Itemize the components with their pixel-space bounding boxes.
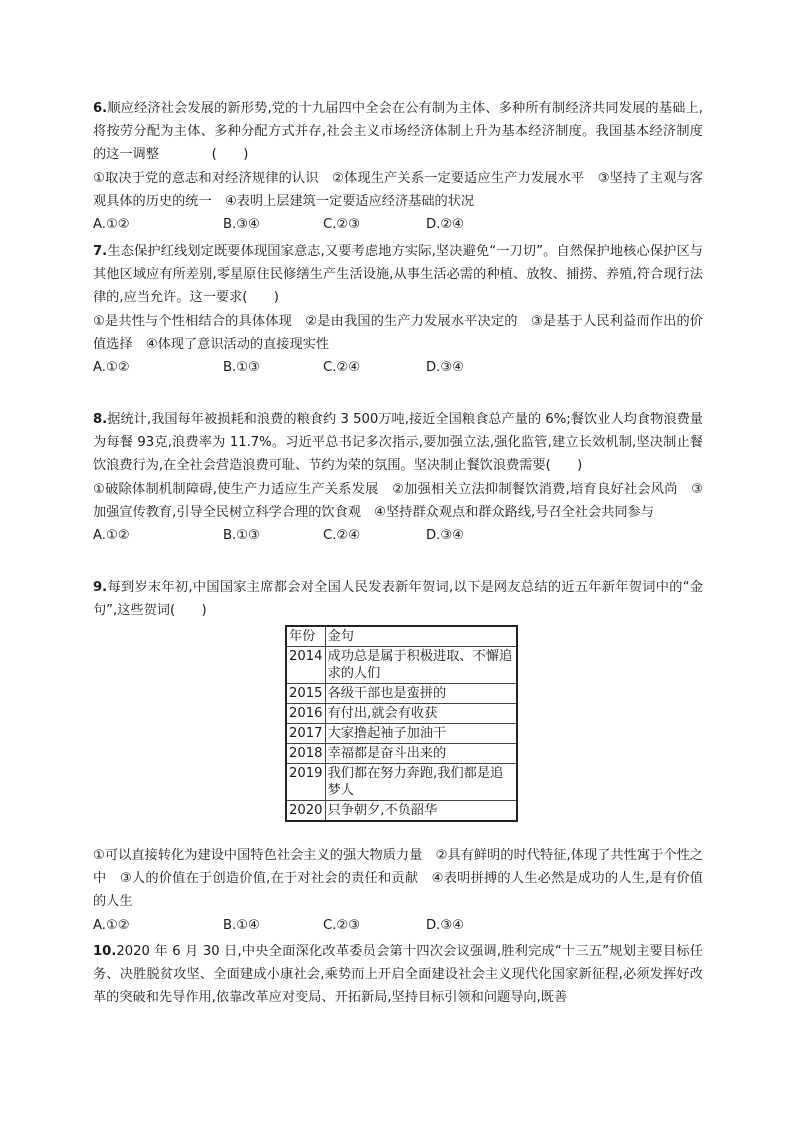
question-8-number: 8. <box>93 412 108 427</box>
table-cell-quote: 幸福都是奋斗出来的 <box>325 744 517 764</box>
question-6-stem <box>93 97 703 167</box>
table-cell-year: 2017 <box>286 724 325 744</box>
question-10-number: 10. <box>93 944 117 959</box>
choice-a[interactable]: A.①② <box>93 917 130 933</box>
choice-b[interactable]: B.①③ <box>223 528 260 544</box>
choice-d[interactable]: D.②④ <box>426 217 464 233</box>
question-8-stem <box>93 408 703 478</box>
table-cell-quote: 成功总是属于积极进取、不懈追求的人们 <box>325 647 517 684</box>
choice-c[interactable]: C.②④ <box>323 360 361 376</box>
new-year-quotes-table <box>285 625 518 822</box>
choice-d[interactable]: D.③④ <box>426 528 464 544</box>
table-cell-year: 2016 <box>286 704 325 724</box>
table-row <box>286 684 517 704</box>
question-10-stem <box>93 940 703 1010</box>
question-7-text: 生态保护红线划定既要体现国家意志,又要考虑地方实际,坚决避免“一刀切”。自然保护地核心保护区与其他区域应有所差别,零星原住民修缮生产生活设施,从事生活必需的种植、放牧、捕捞、养殖,符合现行法律的,应当允许。这一要求( ) <box>93 244 703 306</box>
choice-a[interactable]: A.①② <box>93 217 130 233</box>
table-header-quote: 金句 <box>325 626 517 647</box>
choice-d[interactable]: D.③④ <box>426 360 464 376</box>
choice-a[interactable]: A.①② <box>93 528 130 544</box>
table-cell-year: 2019 <box>286 764 325 801</box>
choice-c[interactable]: C.②③ <box>323 917 361 933</box>
question-9-statements: ①可以直接转化为建设中国特色社会主义的强大物质力量 ②具有鲜明的时代特征,体现了共性寓于个性之中 ③人的价值在于创造价值,在于对社会的责任和贡献 ④表明拼搏的人生必然是成功的人生,是有价值的人生 <box>93 848 703 910</box>
question-9 <box>93 576 703 622</box>
question-7-stem <box>93 240 703 310</box>
question-7-number: 7. <box>93 244 108 259</box>
question-6-statements: ①取决于党的意志和对经济规律的认识 ②体现生产关系一定要适应生产力发展水平 ③坚持了主观与客观具体的历史的统一 ④表明上层建筑一定要适应经济基础的状况 <box>93 170 703 209</box>
choice-d[interactable]: D.③④ <box>426 917 464 933</box>
table-cell-quote: 各级干部也是蛮拼的 <box>325 684 517 704</box>
table-row <box>286 764 517 801</box>
table-header-year: 年份 <box>286 626 325 647</box>
question-9-stem <box>93 576 703 622</box>
choice-c[interactable]: C.②③ <box>323 217 361 233</box>
choice-c[interactable]: C.②④ <box>323 528 361 544</box>
question-9-answers <box>93 844 703 937</box>
question-7 <box>93 240 703 379</box>
table-row <box>286 647 517 684</box>
question-6-text: 顺应经济社会发展的新形势,党的十九届四中全会在公有制为主体、多种所有制经济共同发展的基础上,将按劳分配为主体、多种分配方式并存,社会主义市场经济体制上升为基本经济制度。我国基本经济制度的这一调整 ( ) <box>93 101 703 163</box>
question-7-statements: ①是共性与个性相结合的具体体现 ②是由我国的生产力发展水平决定的 ③是基于人民利益而作出的价值选择 ④体现了意识活动的直接现实性 <box>93 313 703 352</box>
choice-b[interactable]: B.③④ <box>223 217 260 233</box>
question-8-choices <box>93 524 703 547</box>
question-8-text: 据统计,我国每年被损耗和浪费的粮食约 3 500万吨,接近全国粮食总产量的 6%;餐饮业人均食物浪费量为每餐 93克,浪费率为 11.7%。习近平总书记多次指示,要加强立法,强化监管,建立长效机制,坚决制止餐饮浪费行为,在全社会营造浪费可耻、节约为荣的氛围。坚决制止餐饮浪费需要( ) <box>93 412 703 474</box>
choice-b[interactable]: B.①④ <box>223 917 260 933</box>
table-cell-quote: 有付出,就会有收获 <box>325 704 517 724</box>
question-9-number: 9. <box>93 580 108 595</box>
table-cell-year: 2020 <box>286 801 325 822</box>
question-6-choices <box>93 213 703 236</box>
question-6 <box>93 97 703 236</box>
question-8 <box>93 408 703 547</box>
table-cell-quote: 只争朝夕,不负韶华 <box>325 801 517 822</box>
table-cell-year: 2015 <box>286 684 325 704</box>
choice-b[interactable]: B.①③ <box>223 360 260 376</box>
question-7-choices <box>93 356 703 379</box>
choice-a[interactable]: A.①② <box>93 360 130 376</box>
table-row <box>286 724 517 744</box>
table-cell-year: 2014 <box>286 647 325 684</box>
question-9-text: 每到岁末年初,中国国家主席都会对全国人民发表新年贺词,以下是网友总结的近五年新年贺词中的“金句”,这些贺词( ) <box>93 580 703 619</box>
table-cell-quote: 我们都在努力奔跑,我们都是追梦人 <box>325 764 517 801</box>
question-10 <box>93 940 703 1010</box>
table-header-row <box>286 626 517 647</box>
table-row <box>286 744 517 764</box>
question-6-number: 6. <box>93 101 108 116</box>
table-row <box>286 801 517 822</box>
table-row <box>286 704 517 724</box>
table-cell-year: 2018 <box>286 744 325 764</box>
question-10-text: 2020 年 6 月 30 日,中央全面深化改革委员会第十四次会议强调,胜利完成“十三五”规划主要目标任务、决胜脱贫攻坚、全面建成小康社会,乘势而上开启全面建设社会主义现代化国家新征程,必须发挥好改革的突破和先导作用,依靠改革应对变局、开拓新局,坚持目标引领和问题导向,既善 <box>93 944 703 1006</box>
question-8-statements: ①破除体制机制障碍,使生产力适应生产关系发展 ②加强相关立法抑制餐饮消费,培育良好社会风尚 ③加强宣传教育,引导全民树立科学合理的饮食观 ④坚持群众观点和群众路线,号召全社会共同参与 <box>93 481 703 520</box>
table-cell-quote: 大家撸起袖子加油干 <box>325 724 517 744</box>
question-9-choices <box>93 914 703 937</box>
